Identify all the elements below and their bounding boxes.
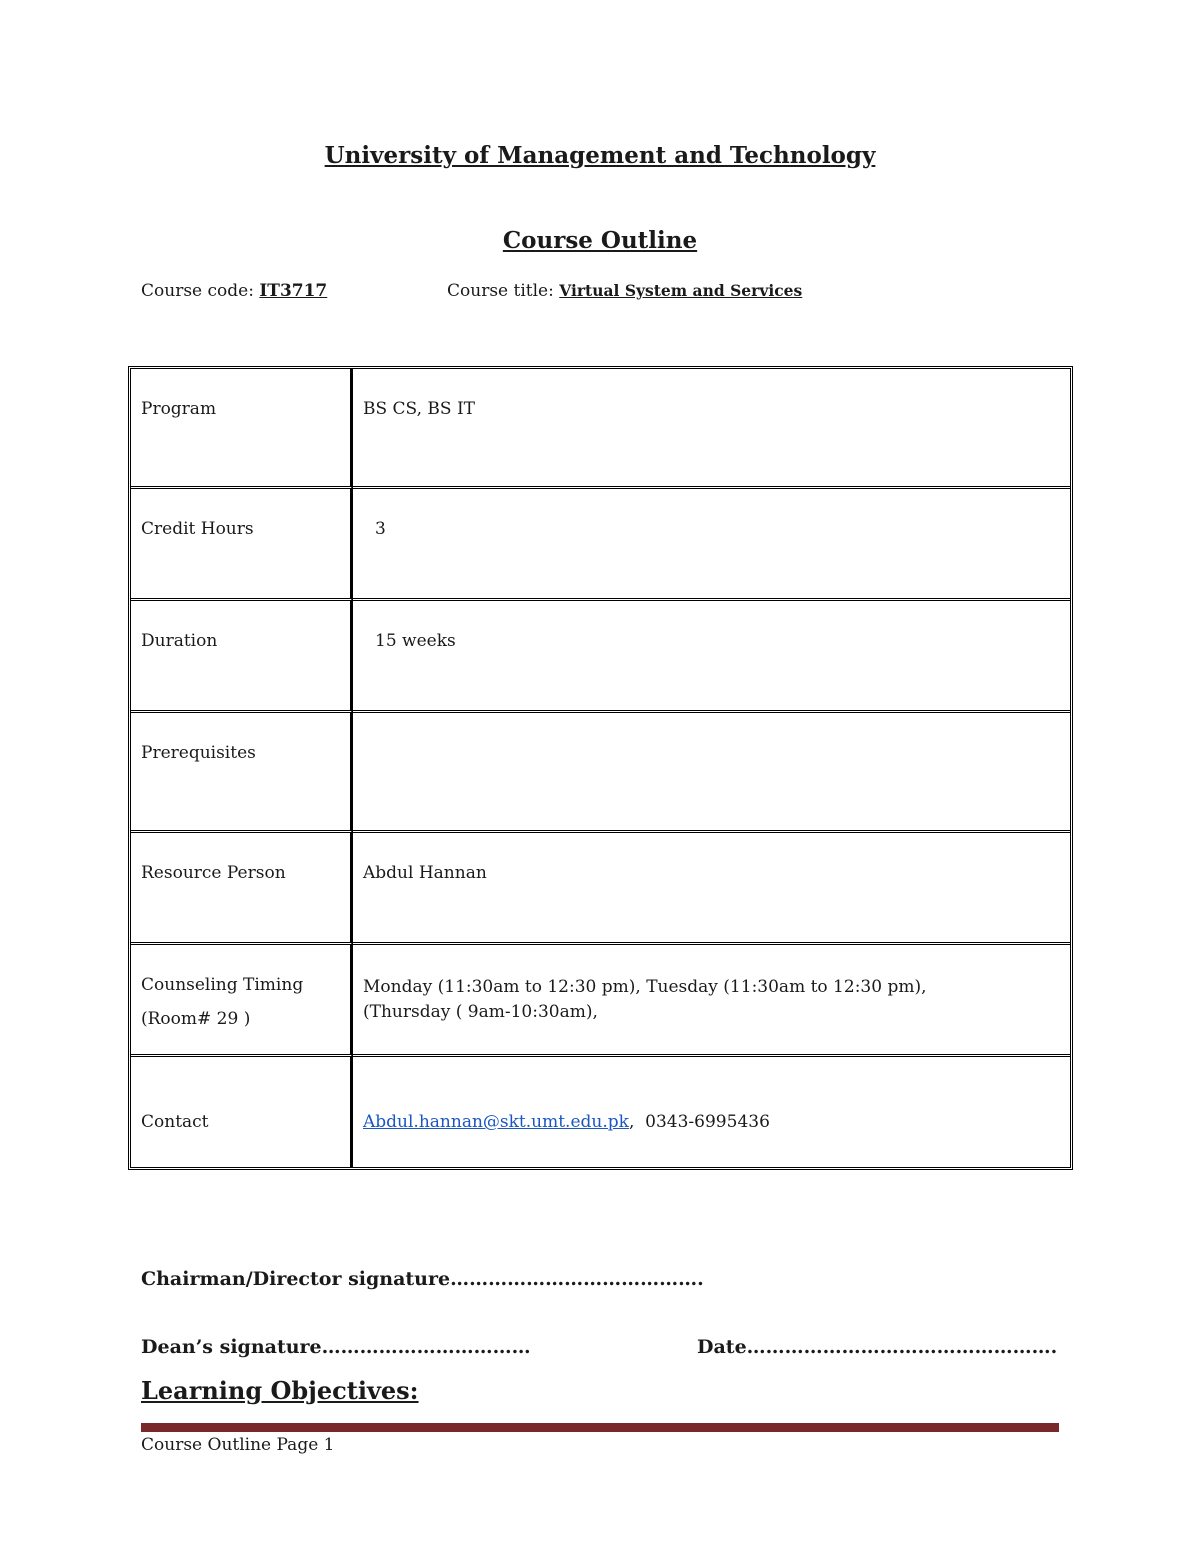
contact-value: [353, 1057, 1070, 1167]
prerequisites-value: [353, 713, 1070, 833]
document-title: Course Outline: [502, 227, 698, 254]
course-title-label: Course title:: [447, 281, 560, 301]
program-value: BS CS, BS IT: [353, 369, 1070, 489]
university-name: University of Management and Technology: [324, 142, 876, 169]
table-row: [131, 601, 1070, 713]
table-row: [131, 1057, 1070, 1167]
dean-signature: Dean’s signature……………………………: [141, 1336, 531, 1358]
counseling-room-text: (Room# 29 ): [141, 1009, 251, 1029]
resource-person-value: Abdul Hannan: [353, 833, 1070, 945]
counseling-line-2: (Thursday ( 9am-10:30am),: [363, 1002, 598, 1022]
contact-label: Contact: [131, 1057, 353, 1167]
contact-email-link[interactable]: Abdul.hannan@skt.umt.edu.pk: [363, 1112, 629, 1132]
course-title: [447, 281, 802, 301]
course-code-value: IT3717: [259, 281, 328, 301]
counseling-timing-label: [131, 945, 353, 1057]
chairman-signature: Chairman/Director signature………………………………….: [141, 1268, 704, 1290]
table-row: [131, 369, 1070, 489]
date-signature: Date………………………………………….: [697, 1336, 1058, 1358]
table-row: [131, 489, 1070, 601]
course-code-label: Course code:: [141, 281, 260, 301]
course-info-table: [128, 366, 1073, 1170]
counseling-timing-text: Counseling Timing: [141, 975, 304, 995]
course-code: [141, 281, 327, 301]
credit-hours-value: 3: [353, 489, 1070, 601]
duration-value: 15 weeks: [353, 601, 1070, 713]
resource-person-label: Resource Person: [131, 833, 353, 945]
learning-objectives-heading: Learning Objectives:: [141, 1376, 419, 1405]
table-row: [131, 833, 1070, 945]
course-title-value: Virtual System and Services: [559, 281, 803, 300]
prerequisites-label: Prerequisites: [131, 713, 353, 833]
counseling-timing-value: [353, 945, 1070, 1057]
contact-separator: ,: [628, 1112, 635, 1132]
table-row: [131, 945, 1070, 1057]
counseling-line-1: Monday (11:30am to 12:30 pm), Tuesday (11:30am to 12:30 pm),: [363, 977, 927, 997]
footer-rule: [141, 1423, 1059, 1432]
table-row: [131, 713, 1070, 833]
page-footer: Course Outline Page 1: [141, 1435, 335, 1455]
program-label: Program: [131, 369, 353, 489]
contact-phone: 0343-6995436: [645, 1112, 770, 1132]
duration-label: Duration: [131, 601, 353, 713]
credit-hours-label: Credit Hours: [131, 489, 353, 601]
